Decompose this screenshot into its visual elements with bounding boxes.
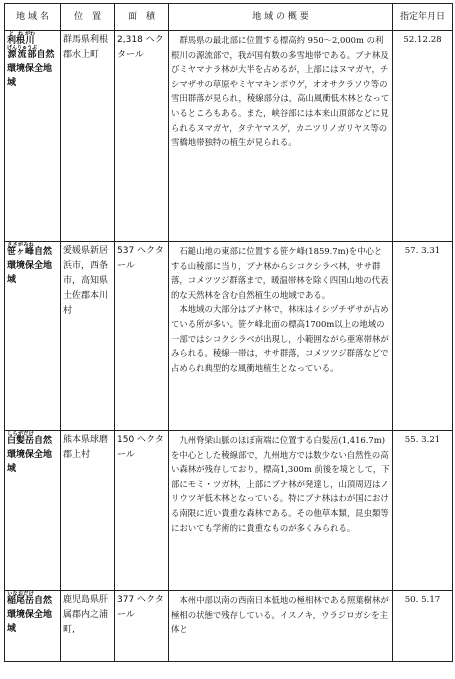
- designation-date-cell: 57. 3.31: [393, 242, 453, 431]
- area-cell: 377 ヘクタール: [115, 591, 169, 662]
- area-cell: 150 ヘクタール: [115, 431, 169, 591]
- overview-cell: [169, 591, 393, 662]
- area-name-reading: がわ: [25, 31, 36, 37]
- area-name-suffix: 自然環境保全地域: [7, 436, 53, 474]
- area-name-ruby: [7, 242, 35, 257]
- table-row: [5, 431, 453, 591]
- area-cell: 537 ヘクタール: [115, 242, 169, 431]
- area-name-cell: [5, 31, 61, 242]
- area-name-suffix: 自然環境保全地域: [7, 596, 53, 634]
- area-cell: 2,318 ヘクタール: [115, 31, 169, 242]
- table-row: [5, 591, 453, 662]
- overview-cell: [169, 242, 393, 431]
- area-name-cell: [5, 591, 61, 662]
- overview-paragraph: 本地域の大部分はブナ林で，林床はイシヅチザサが占めている所が多い。笹ケ峰北面の標高1700m以上の地域の一部ではシコクシラベが出現し，小範囲ながら亜寒帯林がみられる。稜線一帯は，ササ群落，コメツツジ群落などで占められ典型的な風衝地植生となっている。: [171, 304, 389, 373]
- area-name-cell: [5, 242, 61, 431]
- location-cell: 群馬県利根郡水上町: [61, 31, 115, 242]
- header-name: 地 域 名: [5, 4, 61, 31]
- area-name-reading: しらがだけ: [7, 431, 34, 437]
- header-area: 面 積: [115, 4, 169, 31]
- table-row: [5, 242, 453, 431]
- area-name-base: 川: [25, 36, 36, 46]
- area-name-base: 稲尾岳: [7, 596, 35, 606]
- area-name-base: 白髪岳: [7, 436, 35, 446]
- overview-paragraph: 群馬県の最北部に位置する標高約 950〜2,000m の利根川の源流部で，我が国有数の多雪地帯である。ブナ林及びミヤマナラ林が大半を占めるが，上部にはヌマガヤ，チシマザサの草原やミヤマキンポウゲ，オオサクラソウ等の雪田群落が見られ，稜線部分は，高山風衝低木林となっているところもある。また，峡谷部には本来山頂部などに見られるヌマガヤ，タテヤマスゲ，カニツリノガリヤス等の雪橋地帯独特の植生が見られる。: [171, 35, 390, 148]
- area-name-ruby: [7, 431, 35, 446]
- header-overview: 地 域 の 概 要: [169, 4, 393, 31]
- area-name-reading: げんりゅうぶ: [7, 45, 38, 51]
- area-name-ruby: [7, 45, 38, 60]
- location-cell: 熊本県球磨郡上村: [61, 431, 115, 591]
- designation-date-cell: 55. 3.21: [393, 431, 453, 591]
- designation-date-cell: 50. 5.17: [393, 591, 453, 662]
- table-row: [5, 31, 453, 242]
- location-cell: 鹿児島県肝属郡内之浦町,: [61, 591, 115, 662]
- area-name-base: 源流部: [7, 50, 38, 60]
- overview-paragraph: 本州中部以南の西南日本低地の極相林である照葉樹林が極相の状態で残存している。イスノキ，ウラジロガシを主体と: [171, 595, 389, 635]
- area-name-reading: とね: [7, 31, 26, 37]
- area-name-suffix: 自然環境保全地域: [7, 50, 55, 88]
- nature-conservation-table: [4, 3, 453, 662]
- area-name-reading: いなおだけ: [7, 591, 34, 597]
- table-header-row: [5, 4, 453, 31]
- area-name-ruby: [7, 591, 35, 606]
- overview-paragraph: 石鎚山地の東部に位置する笹ケ峰(1859.7m)を中心とする山稜部に当り，ブナ林からシコクシラベ林，ササ群落，コメツツジ群落まで，暖温帯林を除く四国山地の代表的な天然林を含む自然植生の地域である。: [171, 246, 389, 300]
- area-name-suffix: 自然環境保全地域: [7, 247, 53, 285]
- location-cell: 愛媛県新居浜市，西条市，高知県土佐郡本川村: [61, 242, 115, 431]
- overview-paragraph: 九州脊梁山脈のほぼ南端に位置する白髪岳(1,416.7m)を中心とした稜線部で，九州地方では数少ない自然性の高い森林が残存しており，標高1,300m 前後を境として，下部にモミ・ツガ林，上部にブナ林が発達し，山頂周辺はノリウツギ低木林となっている。特にブナ林はわが国における南限に近い貴重な森林である。その他草本類，昆虫類等においても学術的に貴重なものが多くみられる。: [171, 435, 390, 533]
- overview-cell: [169, 431, 393, 591]
- area-name-cell: [5, 431, 61, 591]
- area-name-base: 笹ヶ峰: [7, 247, 35, 257]
- header-location: 位 置: [61, 4, 115, 31]
- area-name-reading: ささがみね: [7, 242, 34, 248]
- header-date: 指定年月日: [393, 4, 453, 31]
- area-name-base: 利根: [7, 36, 26, 46]
- designation-date-cell: 52.12.28: [393, 31, 453, 242]
- overview-cell: [169, 31, 393, 242]
